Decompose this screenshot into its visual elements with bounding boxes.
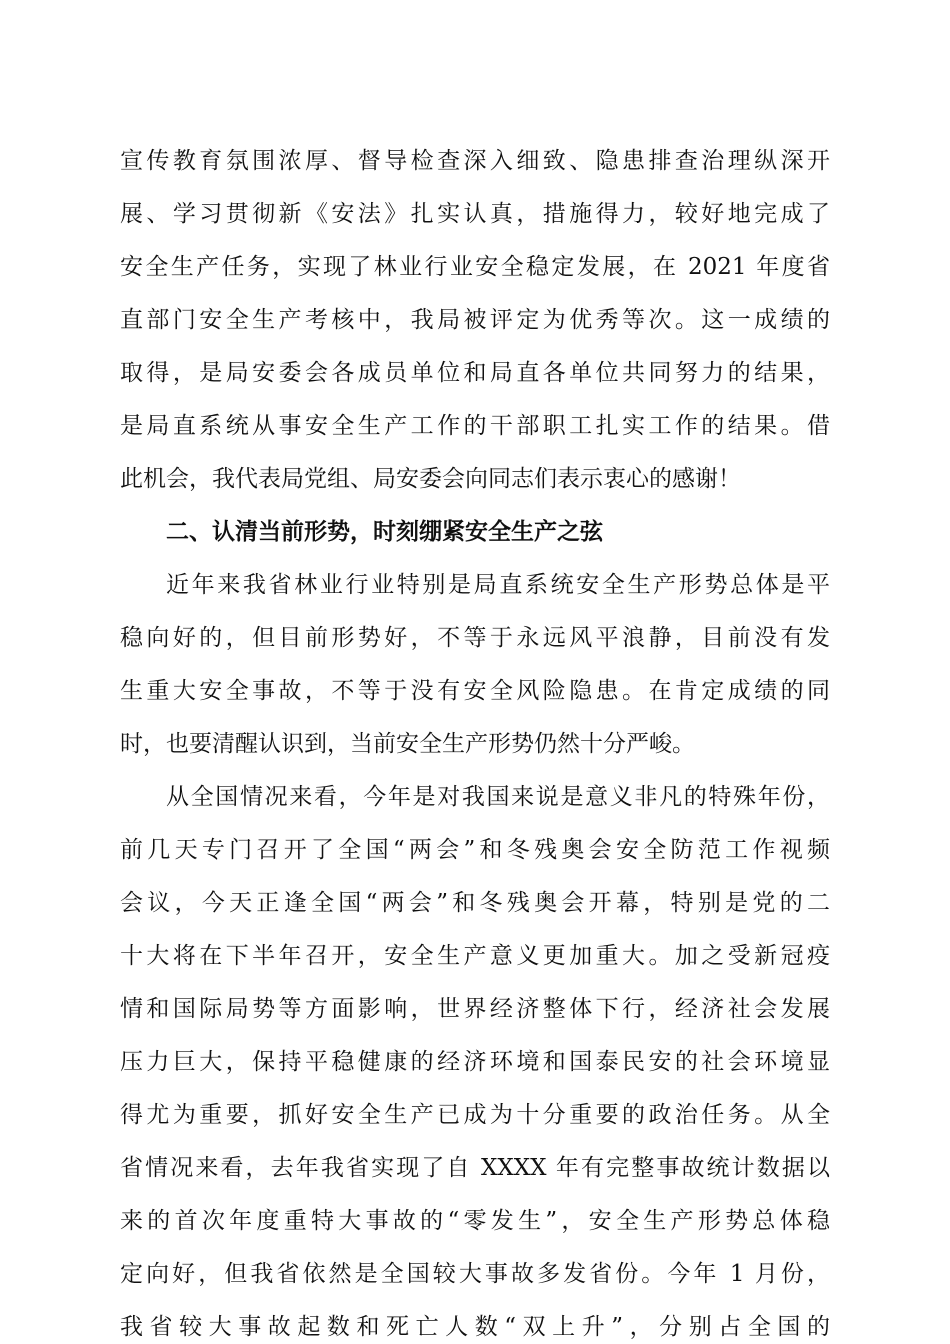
paragraph-1-line: 宣传教育氛围浓厚、督导检查深入细致、隐患排查治理纵深开: [120, 148, 830, 174]
paragraph-3-line: 压力巨大，保持平稳健康的经济环境和国泰民安的社会环境显: [120, 1049, 830, 1075]
paragraph-1-line: 取得，是局安委会各成员单位和局直各单位共同努力的结果，: [120, 360, 830, 386]
paragraph-2-line: 生重大安全事故，不等于没有安全风险隐患。在肯定成绩的同: [120, 678, 830, 704]
paragraph-3-line: 情和国际局势等方面影响，世界经济整体下行，经济社会发展: [120, 996, 830, 1022]
paragraph-1-line: 展、学习贯彻新《安法》扎实认真，措施得力，较好地完成了: [120, 201, 830, 227]
paragraph-3-line: 我省较大事故起数和死亡人数“双上升”，分别占全国的: [120, 1314, 830, 1340]
paragraph-3-line: 定向好，但我省依然是全国较大事故多发省份。今年 1 月份，: [120, 1261, 830, 1287]
section-heading: 二、认清当前形势，时刻绷紧安全生产之弦: [166, 519, 603, 545]
paragraph-1-line: 直部门安全生产考核中，我局被评定为优秀等次。这一成绩的: [120, 307, 830, 333]
paragraph-3-line: 从全国情况来看，今年是对我国来说是意义非凡的特殊年份，: [166, 784, 830, 810]
paragraph-3-line: 得尤为重要，抓好安全生产已成为十分重要的政治任务。从全: [120, 1102, 830, 1128]
paragraph-1-line: 安全生产任务，实现了林业行业安全稳定发展，在 2021 年度省: [120, 254, 830, 280]
paragraph-2-line: 稳向好的，但目前形势好，不等于永远风平浪静，目前没有发: [120, 625, 830, 651]
paragraph-3-line: 十大将在下半年召开，安全生产意义更加重大。加之受新冠疫: [120, 943, 830, 969]
paragraph-3-line: 来的首次年度重特大事故的“零发生”，安全生产形势总体稳: [120, 1208, 830, 1234]
paragraph-3-line: 会议，今天正逢全国“两会”和冬残奥会开幕，特别是党的二: [120, 890, 830, 916]
paragraph-3-line: 前几天专门召开了全国“两会”和冬残奥会安全防范工作视频: [120, 837, 830, 863]
paragraph-2-line: 时，也要清醒认识到，当前安全生产形势仍然十分严峻。: [120, 731, 695, 757]
paragraph-1-line: 此机会，我代表局党组、局安委会向同志们表示衷心的感谢！: [120, 466, 741, 492]
paragraph-2-line: 近年来我省林业行业特别是局直系统安全生产形势总体是平: [166, 572, 830, 598]
paragraph-3-line: 省情况来看，去年我省实现了自 XXXX 年有完整事故统计数据以: [120, 1155, 830, 1181]
paragraph-1-line: 是局直系统从事安全生产工作的干部职工扎实工作的结果。借: [120, 413, 830, 439]
